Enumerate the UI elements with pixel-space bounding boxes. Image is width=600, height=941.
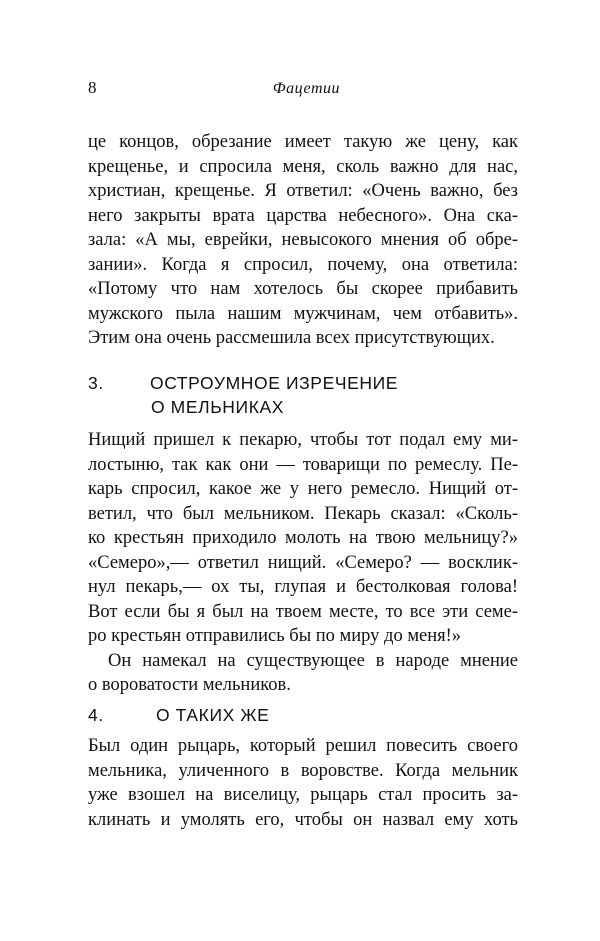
text-line: нул пекарь,— ох ты, глупая и бестолковая голова! [88, 577, 518, 597]
text-line: мужского пыла нашим мужчинам, чем отбавить». [88, 303, 518, 324]
text-line: «Семеро»,— ответил нищий. «Семеро? — восклик- [88, 552, 518, 573]
text-line: Этим она очень рассмешила всех присутствующих. [88, 328, 495, 348]
text-line: ветил, что был мельником. Пекарь сказал: «Сколь- [88, 503, 518, 524]
text-line: карь спросил, какое же у него ремесло. Нищий от- [88, 479, 518, 499]
text-line: уже взошел на виселицу, рыцарь стал просить за- [88, 785, 518, 805]
section-title-line: ОСТРОУМНОЕ ИЗРЕЧЕНИЕ [150, 373, 399, 393]
section-3-body [88, 428, 518, 698]
text-line: «Потому что нам хотелось бы скорее прибавить [88, 279, 518, 299]
section-4-body [88, 734, 518, 832]
running-head [88, 78, 518, 102]
section-number: 4. [88, 705, 104, 725]
section-title-line: О ТАКИХ ЖЕ [156, 705, 270, 725]
text-line: Он намекал на существующее в народе мнение [108, 650, 518, 671]
section-4-heading [88, 703, 518, 729]
text-line: о вороватости мельников. [88, 675, 291, 695]
section-title-line: О МЕЛЬНИКАХ [151, 397, 285, 417]
section-title [156, 703, 269, 727]
text-line: Вот если бы я был на твоем месте, то все эти семе- [88, 601, 518, 622]
section-title [150, 371, 398, 419]
text-line: зании». Когда я спросил, почему, она ответила: [88, 254, 518, 275]
text-line: це концов, обрезание имеет такую же цену, как [88, 132, 518, 152]
section-number: 3. [88, 373, 104, 393]
text-line: крещенье, и спросила меня, сколь важно для нас, [88, 156, 518, 177]
text-line: христиан, крещенье. Я ответил: «Очень важно, без [88, 181, 518, 201]
running-title: Фацетии [272, 80, 340, 97]
text-line: Нищий пришел к пекарю, чтобы тот подал ему ми- [88, 430, 518, 450]
text-line: Был один рыцарь, который решил повесить своего [88, 736, 518, 756]
text-line: мельника, уличенного в воровстве. Когда мельник [88, 760, 518, 781]
text-line: клинать и умолять его, чтобы он назвал ему хоть [88, 809, 518, 830]
section-3-heading [88, 371, 518, 421]
page-number: 8 [88, 78, 97, 97]
text-line: лостыню, так как они — товарищи по ремеслу. Пе- [88, 454, 518, 475]
intro-paragraph [88, 130, 518, 351]
text-line: него закрыты врата царства небесного». Она ска- [88, 205, 518, 226]
text-line: зала: «А мы, еврейки, невысокого мнения об обре- [88, 230, 518, 250]
text-line: ро крестьян отправились бы по миру до меня!» [88, 626, 462, 646]
text-line: ко крестьян приходило молоть на твою мельницу?» [88, 528, 518, 548]
